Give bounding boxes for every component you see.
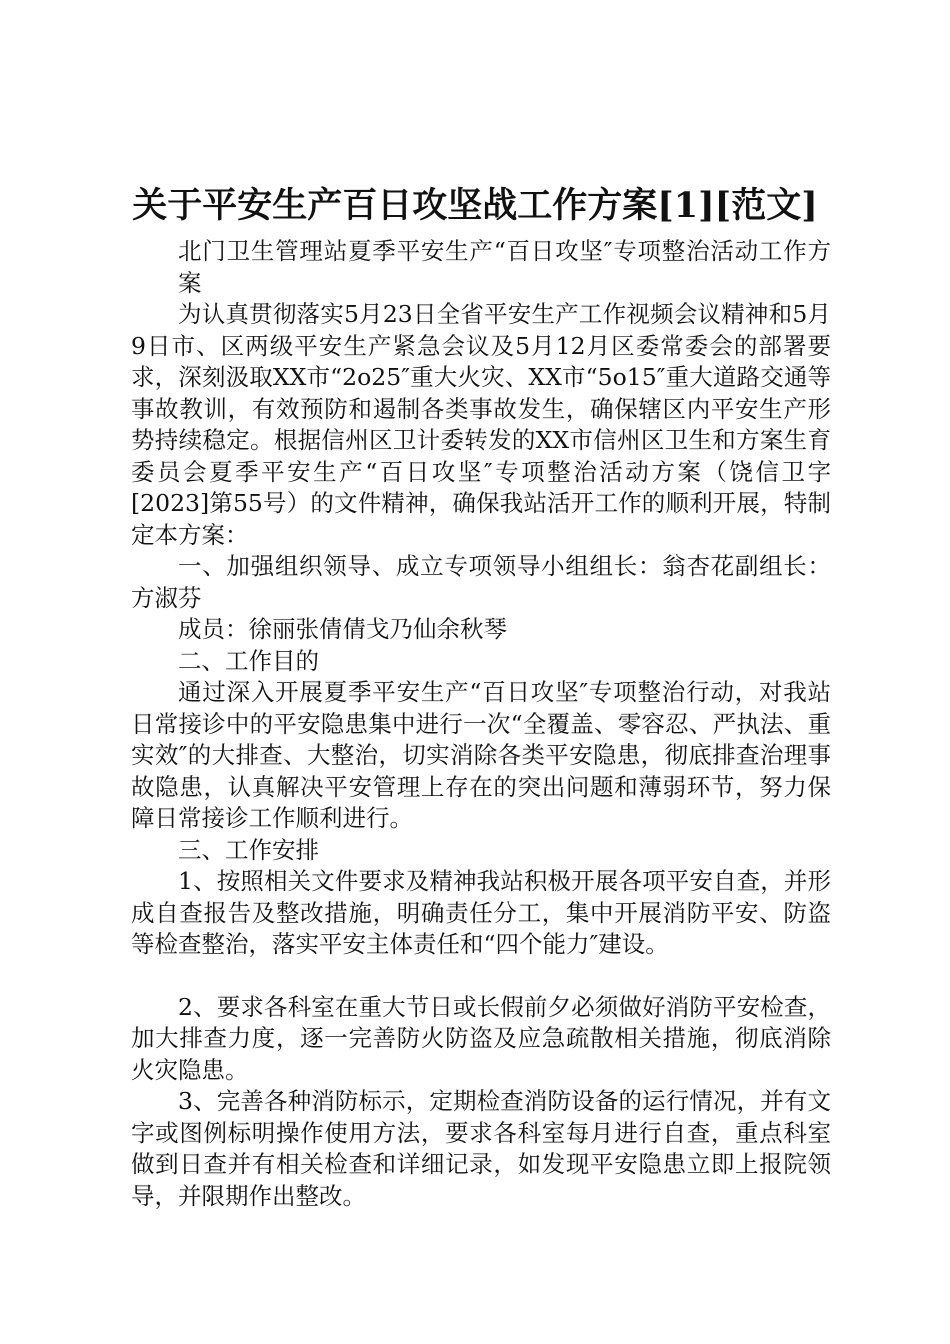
document-subtitle: 北门卫生管理站夏季平安生产“百日攻坚″专项整治活动工作方案 [178, 237, 831, 297]
paragraph-members: 成员：徐丽张倩倩戈乃仙余秋琴 [178, 615, 507, 643]
paragraph-section-1: 一、加强组织领导、成立专项领导小组组长：翁杏花副组长：方淑芬 [131, 552, 831, 612]
paragraph-intro: 为认真贯彻落实5月23日全省平安生产工作视频会议精神和5月9日市、区两级平安生产紧急会议及5月12月区委常委会的部署要求，深刻汲取XX市“2o25″重大火灾、XX市“5o15″重大道路交通等事故教训，有效预防和遏制各类事故发生，确保辖区内平安生产形势持续稳定。根据信州区卫计委转发的XX市信州区卫生和方案生育委员会夏季平安生产“百日攻坚″专项整治活动方案（饶信卫字[2023]第55号）的文件精神，确保我站活开工作的顺利开展，特制定本方案： [131, 300, 831, 549]
paragraph-item-1: 1、按照相关文件要求及精神我站积极开展各项平安自查，并形成自查报告及整改措施，明确责任分工，集中开展消防平安、防盗等检查整治，落实平安主体责任和“四个能力″建设。 [131, 867, 831, 958]
document-body [131, 236, 831, 1212]
paragraph-item-2: 2、要求各科室在重大节日或长假前夕必须做好消防平安检查，加大排查力度，逐一完善防火防盗及应急疏散相关措施，彻底消除火灾隐患。 [131, 992, 831, 1084]
paragraph-item-3: 3、完善各种消防标示，定期检查消防设备的运行情况，并有文字或图例标明操作使用方法，要求各科室每月进行自查，重点科室做到日查并有相关检查和详细记录，如发现平安隐患立即上报院领导，并限期作出整改。 [131, 1087, 831, 1210]
paragraph-section-3-heading: 三、工作安排 [178, 835, 319, 864]
paragraph-section-2-body: 通过深入开展夏季平安生产“百日攻坚″专项整治行动，对我站日常接诊中的平安隐患集中进行一次“全覆盖、零容忍、严执法、重实效″的大排查、大整治，切实消除各类平安隐患，彻底排查治理事故隐患，认真解决平安管理上存在的突出问题和薄弱环节，努力保障日常接诊工作顺利进行。 [131, 678, 831, 832]
document-title: 关于平安生产百日攻坚战工作方案[1][范文] [132, 185, 818, 226]
paragraph-section-2-heading: 二、工作目的 [178, 646, 319, 675]
